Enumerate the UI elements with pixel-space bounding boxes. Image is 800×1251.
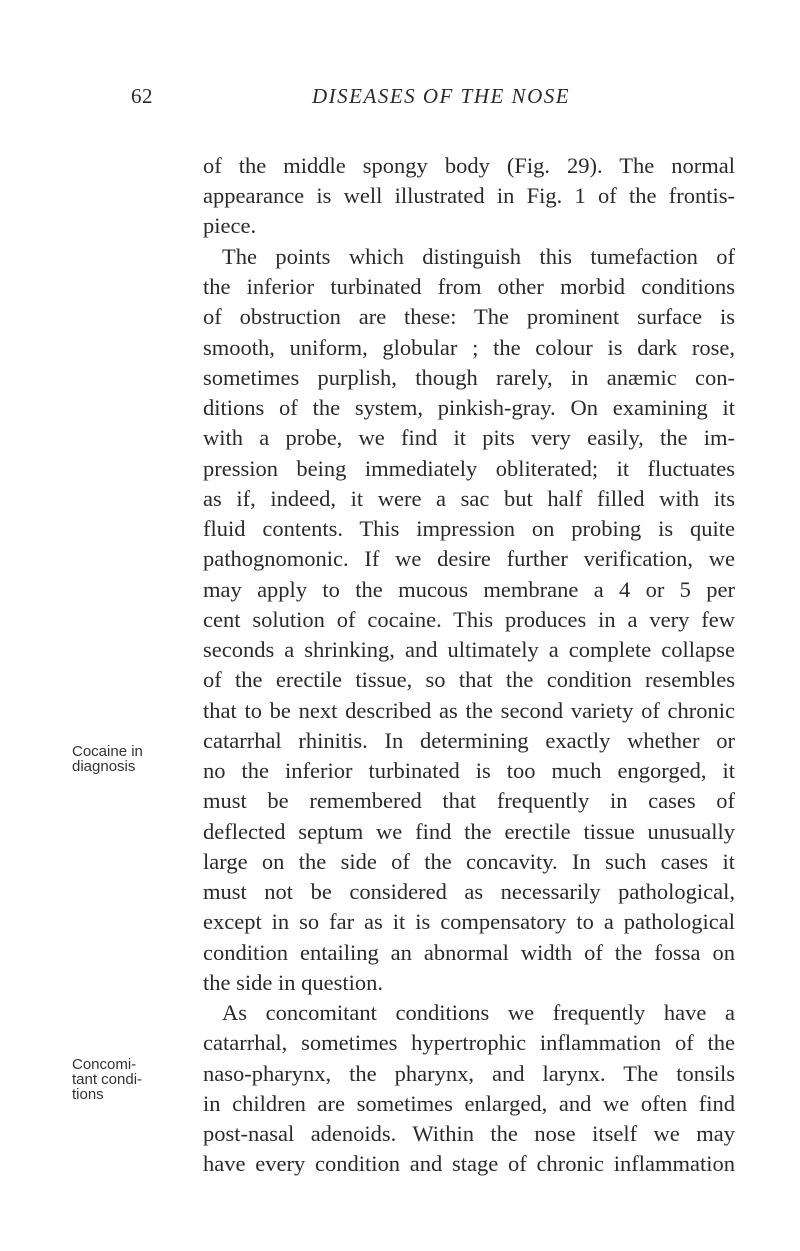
text-line: fluid contents. This impression on probing is quite — [203, 516, 735, 541]
text-line: catarrhal rhinitis. In determining exactly whether or — [203, 728, 735, 753]
text-line: large on the side of the concavity. In such cases it — [203, 849, 735, 874]
text-line: must be remembered that frequently in cases of — [203, 788, 735, 813]
text-line: As concomitant conditions we frequently have a — [222, 1000, 735, 1025]
text-line: catarrhal, sometimes hypertrophic inflammation of the — [203, 1030, 735, 1055]
text-line: must not be considered as necessarily pathological, — [203, 879, 735, 904]
page-header — [0, 84, 800, 114]
text-line: The points which distinguish this tumefaction of — [222, 244, 735, 269]
text-line: of the middle spongy body (Fig. 29). The normal — [203, 153, 735, 178]
text-line: of obstruction are these: The prominent surface is — [203, 304, 735, 329]
running-title: DISEASES OF THE NOSE — [312, 84, 571, 108]
text-line: of the erectile tissue, so that the condition resembles — [203, 667, 735, 692]
text-line: deflected septum we find the erectile tissue unusually — [203, 819, 735, 844]
text-line: the side in question. — [203, 970, 383, 995]
margin-note-line: Cocaine in — [72, 743, 143, 760]
text-line: except in so far as it is compensatory to a pathological — [203, 909, 735, 934]
text-line: have every condition and stage of chronic inflammation — [203, 1151, 735, 1176]
text-line: condition entailing an abnormal width of the fossa on — [203, 940, 735, 965]
text-line: naso-pharynx, the pharynx, and larynx. The tonsils — [203, 1061, 735, 1086]
text-line: with a probe, we find it pits very easily, the im- — [203, 425, 735, 450]
text-line: may apply to the mucous membrane a 4 or 5 per — [203, 577, 735, 602]
text-line: pathognomonic. If we desire further verification, we — [203, 546, 735, 571]
text-line: cent solution of cocaine. This produces in a very few — [203, 607, 735, 632]
margin-note-cocaine-diagnosis — [72, 744, 196, 774]
margin-note-line: tions — [72, 1086, 104, 1103]
text-line: appearance is well illustrated in Fig. 1 of the frontis- — [203, 183, 735, 208]
text-line: ditions of the system, pinkish-gray. On examining it — [203, 395, 735, 420]
text-line: in children are sometimes enlarged, and we often find — [203, 1091, 735, 1116]
margin-note-line: Concomi- — [72, 1056, 137, 1073]
margin-note-line: tant condi- — [72, 1071, 143, 1088]
text-line: post-nasal adenoids. Within the nose itself we may — [203, 1121, 735, 1146]
text-line: no the inferior turbinated is too much engorged, it — [203, 758, 735, 783]
margin-note-concomitant-conditions — [72, 1057, 196, 1102]
text-line: that to be next described as the second variety of chronic — [203, 698, 735, 723]
text-line: sometimes purplish, though rarely, in anæmic con- — [203, 365, 735, 390]
text-line: piece. — [203, 213, 257, 238]
text-line: smooth, uniform, globular ; the colour is dark rose, — [203, 335, 735, 360]
margin-note-line: diagnosis — [72, 758, 136, 775]
text-line: the inferior turbinated from other morbid conditions — [203, 274, 735, 299]
text-line: seconds a shrinking, and ultimately a complete collapse — [203, 637, 735, 662]
text-line: pression being immediately obliterated; it fluctuates — [203, 456, 735, 481]
page-number: 62 — [131, 84, 153, 108]
text-line: as if, indeed, it were a sac but half filled with its — [203, 486, 735, 511]
